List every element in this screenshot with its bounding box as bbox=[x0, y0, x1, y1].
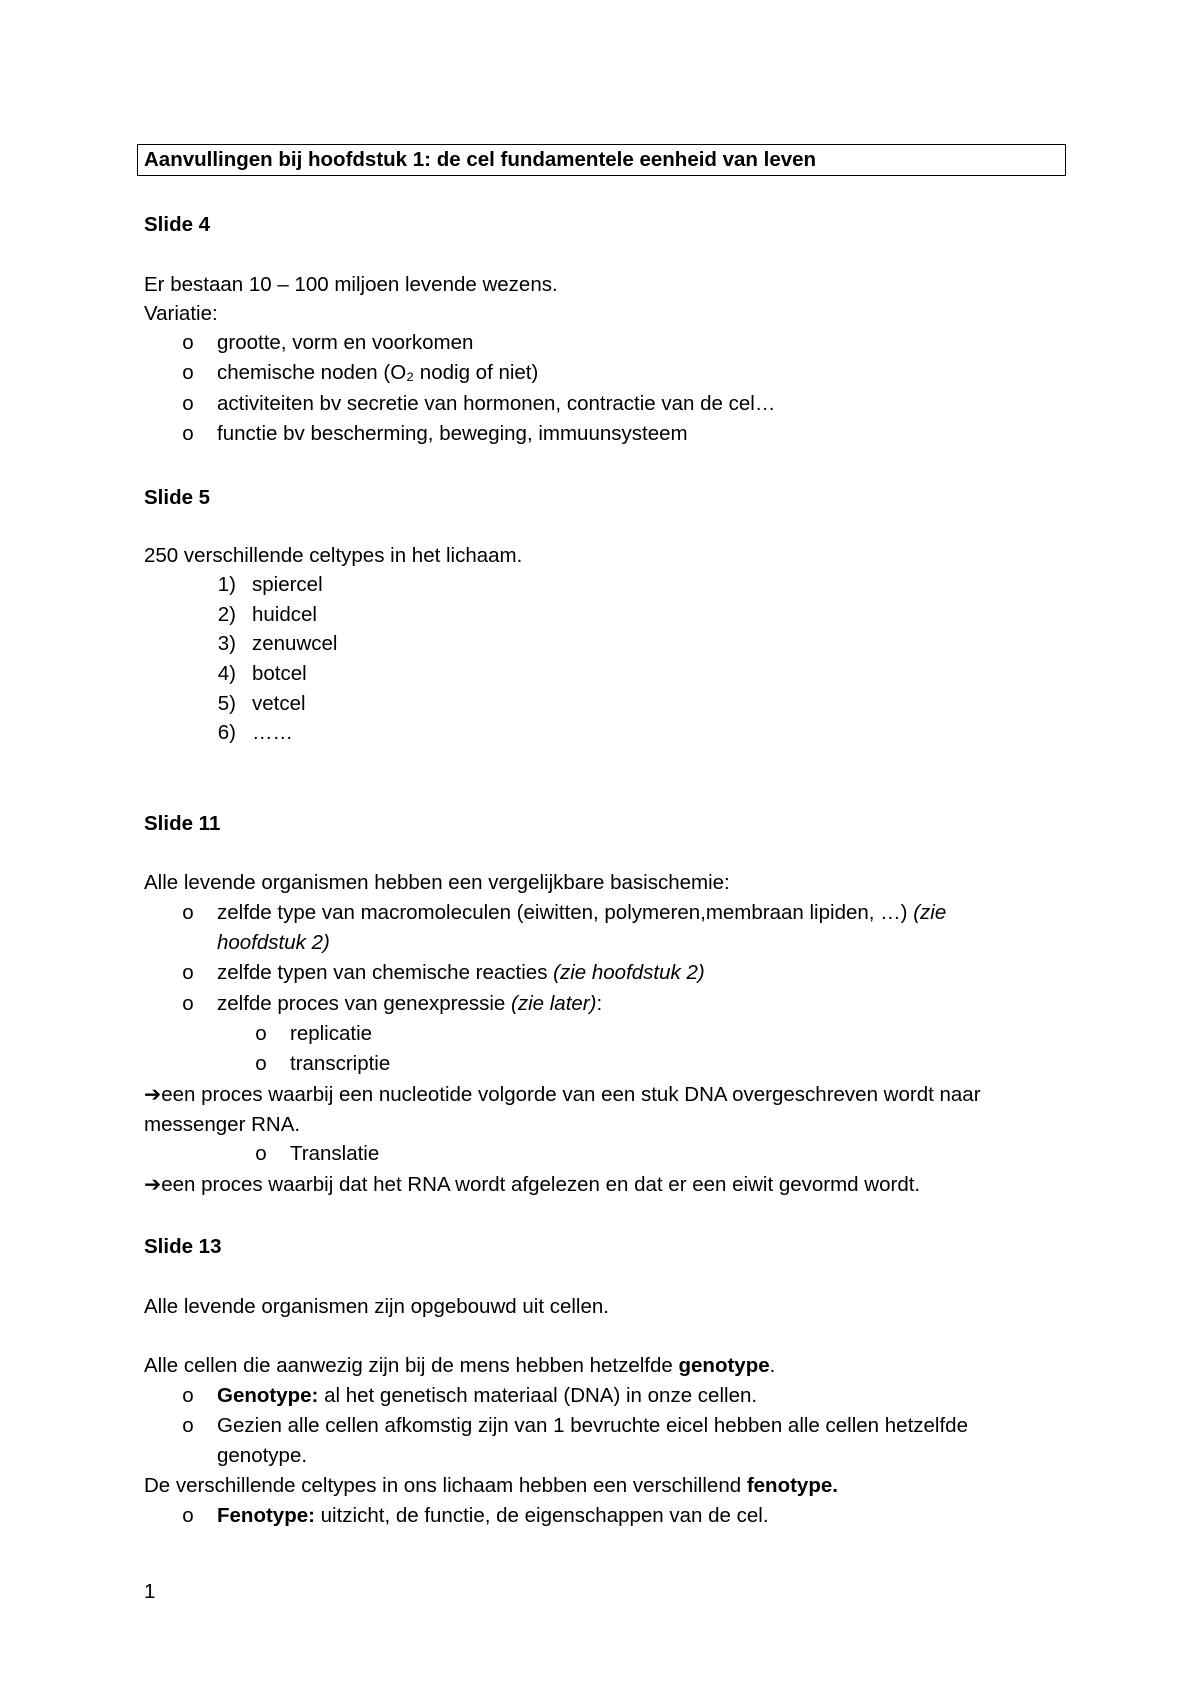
definition-term: Fenotype: bbox=[217, 1504, 315, 1527]
list-item bbox=[217, 991, 602, 1017]
list-item: functie bv bescherming, beweging, immuunsysteem bbox=[217, 422, 688, 445]
bullet-marker: o bbox=[182, 422, 194, 445]
paragraph: Variatie: bbox=[144, 302, 218, 325]
page-number: 1 bbox=[144, 1580, 156, 1603]
list-item bbox=[217, 960, 705, 986]
definition-text: uitzicht, de functie, de eigenschappen van de cel. bbox=[314, 1504, 769, 1527]
paragraph: 250 verschillende celtypes in het lichaam. bbox=[144, 544, 523, 567]
definition-term: Genotype: bbox=[217, 1384, 319, 1407]
list-item-text: zelfde typen van chemische reacties bbox=[217, 961, 548, 984]
sub-list-item: Translatie bbox=[290, 1142, 380, 1165]
arrow-line-continuation: messenger RNA. bbox=[144, 1113, 301, 1136]
arrow-line bbox=[144, 1082, 981, 1108]
bullet-marker: o bbox=[182, 361, 194, 384]
arrow-icon: ➔ bbox=[144, 1173, 162, 1196]
list-number: 4) bbox=[217, 662, 236, 685]
bullet-marker: o bbox=[182, 1384, 194, 1407]
arrow-line bbox=[144, 1172, 920, 1198]
slide-13-heading: Slide 13 bbox=[144, 1235, 222, 1258]
arrow-icon: ➔ bbox=[144, 1083, 162, 1106]
paragraph bbox=[144, 1353, 775, 1379]
bullet-marker: o bbox=[255, 1022, 267, 1045]
punctuation: . bbox=[769, 1354, 776, 1377]
list-number: 5) bbox=[217, 692, 236, 715]
sub-list-item: replicatie bbox=[290, 1022, 373, 1045]
list-item-continuation: genotype. bbox=[217, 1444, 308, 1467]
list-number: 6) bbox=[217, 721, 236, 744]
paragraph: Er bestaan 10 – 100 miljoen levende wezens. bbox=[144, 273, 558, 296]
slide-4-heading: Slide 4 bbox=[144, 213, 211, 236]
term-genotype: genotype bbox=[678, 1354, 770, 1377]
document-title: Aanvullingen bij hoofdstuk 1: de cel fundamentele eenheid van leven bbox=[137, 144, 1066, 176]
list-item: activiteiten bv secretie van hormonen, contractie van de cel… bbox=[217, 392, 776, 415]
paragraph: Alle levende organismen zijn opgebouwd uit cellen. bbox=[144, 1295, 609, 1318]
slide-11-heading: Slide 11 bbox=[144, 812, 221, 835]
list-item: spiercel bbox=[252, 573, 323, 596]
paragraph bbox=[144, 1473, 838, 1499]
bullet-marker: o bbox=[182, 901, 194, 924]
reference-note: (zie bbox=[913, 901, 947, 924]
slide-5-heading: Slide 5 bbox=[144, 486, 211, 509]
list-item: Gezien alle cellen afkomstig zijn van 1 bevruchte eicel hebben alle cellen hetzelfde bbox=[217, 1414, 968, 1437]
list-item: zenuwcel bbox=[252, 632, 338, 655]
paragraph-text: Alle cellen die aanwezig zijn bij de mens hebben hetzelfde bbox=[144, 1354, 673, 1377]
bullet-marker: o bbox=[182, 992, 194, 1015]
sub-list-item: transcriptie bbox=[290, 1052, 391, 1075]
reference-note: (zie later) bbox=[511, 992, 597, 1015]
punctuation: : bbox=[596, 992, 603, 1015]
list-item bbox=[217, 1383, 757, 1409]
list-number: 1) bbox=[217, 573, 236, 596]
bullet-marker: o bbox=[182, 392, 194, 415]
list-item-text: zelfde proces van genexpressie bbox=[217, 992, 506, 1015]
definition-text: al het genetisch materiaal (DNA) in onze cellen. bbox=[318, 1384, 758, 1407]
bullet-marker: o bbox=[182, 1414, 194, 1437]
term-fenotype: fenotype. bbox=[746, 1474, 838, 1497]
bullet-marker: o bbox=[255, 1142, 267, 1165]
bullet-marker: o bbox=[182, 331, 194, 354]
list-item-text: zelfde type van macromoleculen (eiwitten, polymeren,membraan lipiden, …) bbox=[217, 901, 908, 924]
reference-note: (zie hoofdstuk 2) bbox=[553, 961, 705, 984]
list-item: huidcel bbox=[252, 603, 317, 626]
bullet-marker: o bbox=[182, 961, 194, 984]
list-number: 3) bbox=[217, 632, 236, 655]
list-number: 2) bbox=[217, 603, 236, 626]
list-item: vetcel bbox=[252, 692, 306, 715]
list-item: chemische noden (O₂ nodig of niet) bbox=[217, 361, 539, 384]
list-item: botcel bbox=[252, 662, 307, 685]
list-item: …… bbox=[252, 721, 293, 744]
arrow-text: een proces waarbij dat het RNA wordt afgelezen en dat er een eiwit gevormd wordt. bbox=[161, 1173, 921, 1196]
paragraph-text: De verschillende celtypes in ons lichaam hebben een verschillend bbox=[144, 1474, 742, 1497]
list-item: grootte, vorm en voorkomen bbox=[217, 331, 474, 354]
arrow-text: een proces waarbij een nucleotide volgorde van een stuk DNA overgeschreven wordt naar bbox=[161, 1083, 981, 1106]
bullet-marker: o bbox=[255, 1052, 267, 1075]
reference-note-continuation: hoofdstuk 2) bbox=[217, 931, 330, 954]
paragraph: Alle levende organismen hebben een vergelijkbare basischemie: bbox=[144, 871, 730, 894]
list-item bbox=[217, 1503, 769, 1529]
list-item bbox=[217, 900, 946, 926]
bullet-marker: o bbox=[182, 1504, 194, 1527]
